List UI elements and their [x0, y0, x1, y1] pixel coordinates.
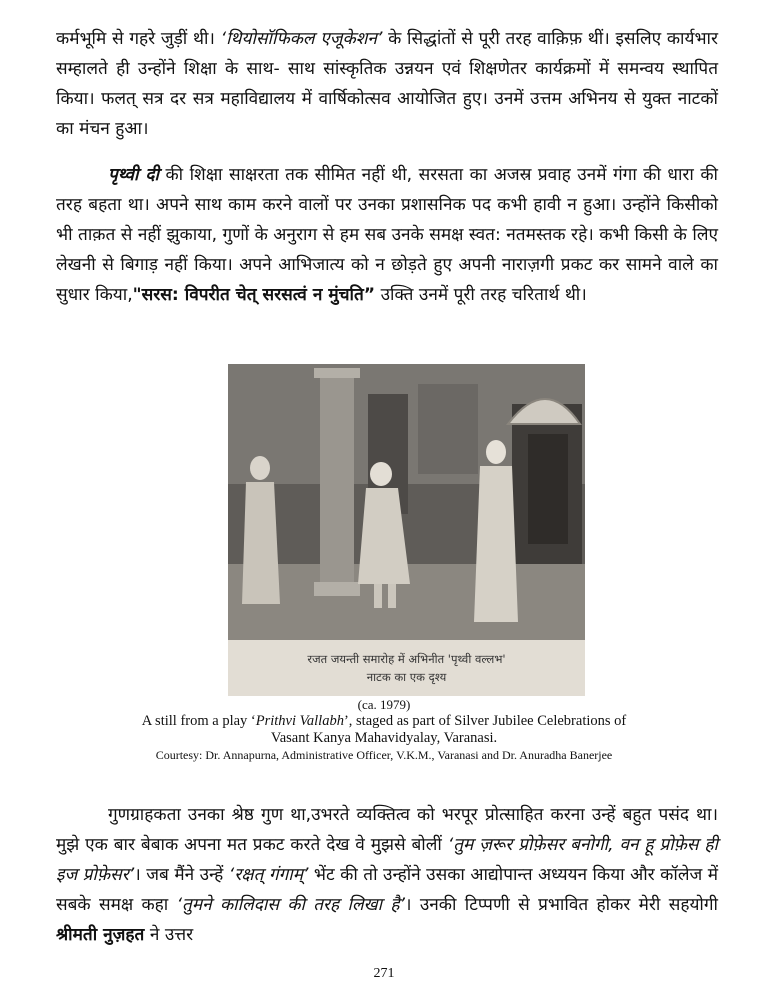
p1-italic-term: ‘थियोसॉफिकल एजूकेशन’ — [220, 29, 383, 49]
p3-text-c: भेंट की तो उन्होंने उसका आद्योपान्त अध्ययन किया और कॉलेज में सबके समक्ष कहा — [56, 865, 719, 915]
p3-book-title: ‘रक्षत् गंगाम्’ — [228, 865, 309, 885]
p3-text-a: गुणग्राहकता उनका श्रेष्ठ गुण था,उभरते व्यक्तित्व को भरपूर प्रोत्साहित करना उन्हें बहुत पसंद था। मुझे एक बार बेबाक अपना मत प्रकट करते देख वे मुझसे बोलीं — [56, 805, 718, 855]
p2-text-a: की शिक्षा साक्षरता तक सीमित नहीं थी, सरसता का अजस्र प्रवाह उनमें गंगा की धारा की तरह बहता था। अपने साथ काम करने वालों पर उनका प्रशासनिक पद कभी हावी न हुआ। उन्होंने किसीको भी ताक़त से नहीं झुकाया, गुणों के अनुराग से हम सब उनके समक्ष स्वत: नतमस्तक रहे। कभी किसी के लिए लेखनी से बिगाड़ नहीं किया। अपने आभिजात्य को न छोड़ते हुए अपनी नाराज़गी प्रकट कर सामने वाले का सुधार किया, — [56, 165, 718, 305]
photo-scene — [228, 364, 585, 640]
p3-text-e: ने उत्तर — [144, 925, 194, 945]
p2-text-b: उक्ति उनमें पूरी तरह चरितार्थ थी। — [375, 285, 587, 305]
caption-courtesy: Courtesy: Dr. Annapurna, Administrative Officer, V.K.M., Varanasi and Dr. Anuradha Banerjee — [155, 748, 613, 762]
plate-line-1: रजत जयन्ती समारोह में अभिनीत 'पृथ्वी वल्लभ' — [307, 652, 506, 666]
p3-name-bold: श्रीमती नुज़हत — [56, 925, 145, 945]
caption-line-1-a: A still from a play ‘ — [141, 713, 256, 729]
p3-quote-1: ‘तुम ज़रूर प्रोफ़ेसर बनोगी, वन हू प्रोफ़ेस ही इज प्रोफ़ेसर’ — [56, 835, 718, 885]
paragraph-3 — [56, 800, 718, 950]
caption-line-1 — [100, 713, 668, 730]
page-number: 271 — [373, 966, 395, 981]
p1-text-b: के सिद्धांतों से पूरी तरह वाक़िफ़ थीं। इसलिए कार्यभार सम्हालते ही उन्होंने शिक्षा के साथ- साथ सांस्कृतिक उन्नयन एवं शिक्षणेतर कार्यक्रमों में समन्वय स्थापित किया। फलत् सत्र दर सत्र महाविद्यालय में वार्षिकोत्सव आयोजित हुए। उनमें उत्तम अभिनय से युक्त नाटकों का मंचन हुआ। — [56, 29, 719, 139]
caption-line-1-b: ’, staged as part of Silver Jubilee Celebrations of — [343, 713, 627, 729]
p3-quote-2: ‘तुमने कालिदास की तरह लिखा है’ — [176, 895, 406, 915]
caption-line-2: Vasant Kanya Mahavidyalay, Varanasi. — [270, 730, 498, 746]
caption-date: (ca. 1979) — [357, 697, 411, 712]
play-still-photo — [228, 364, 585, 696]
photo-caption-plate — [228, 640, 585, 696]
caption-play-title: Prithvi Vallabh — [255, 713, 344, 729]
p2-name-bold: पृथ्वी दी — [108, 165, 159, 185]
photo-caption — [100, 697, 668, 763]
paragraph-1 — [56, 24, 718, 144]
p1-text-a: कर्मभूमि से गहरे जुड़ीं थी। — [56, 29, 221, 49]
p3-text-b: । जब मैंने उन्हें — [134, 865, 229, 885]
plate-line-2: नाटक का एक दृश्य — [366, 670, 447, 684]
p2-sanskrit-quote: "सरस: विपरीत चेत् सरसत्वं न मुंचति” — [132, 285, 376, 305]
paragraph-2 — [56, 160, 718, 310]
p3-text-d: । उनकी टिप्पणी से प्रभावित होकर मेरी सहयोगी — [405, 895, 718, 915]
